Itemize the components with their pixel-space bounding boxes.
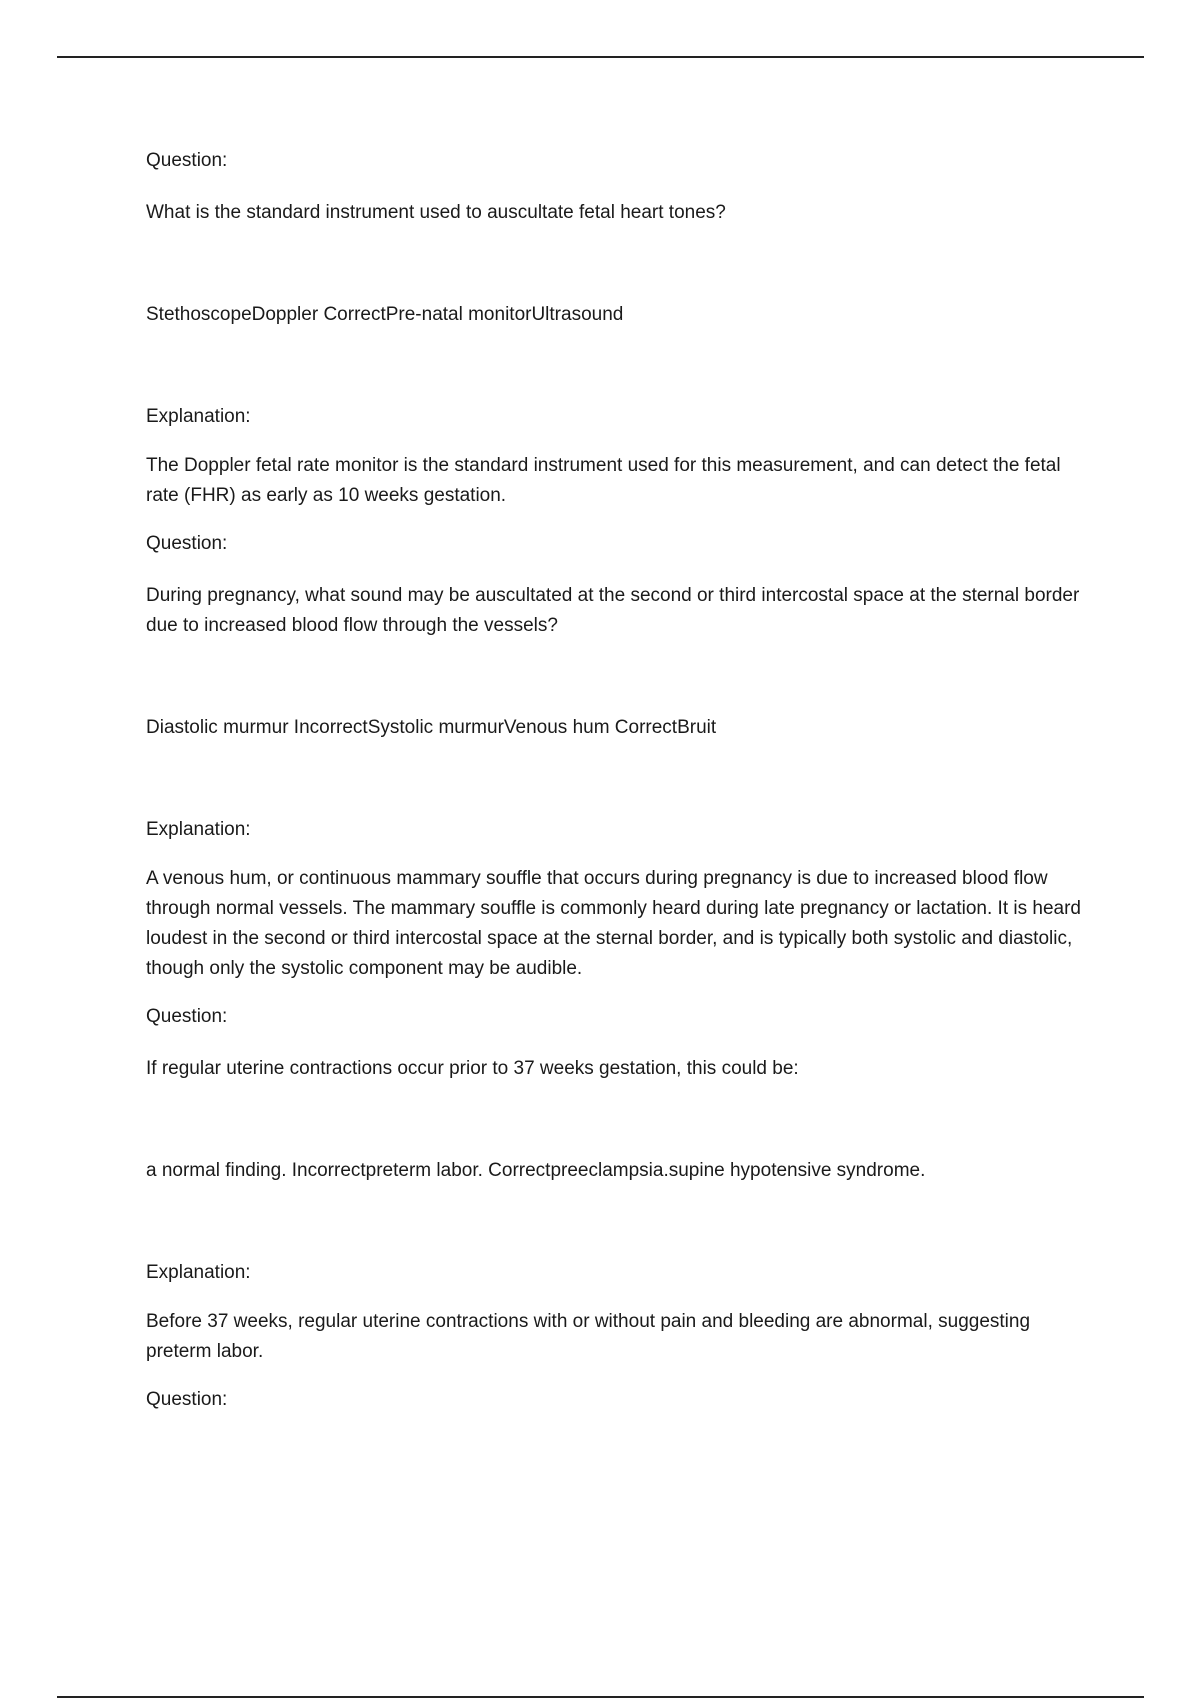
explanation-label: Explanation:: [146, 406, 251, 427]
question-label: Question:: [146, 1006, 228, 1027]
question-label: Question:: [146, 533, 228, 554]
qa-item-3: [146, 1002, 1096, 1367]
answer-options: a normal finding. Incorrectpreterm labor. Correctpreeclampsia.supine hypotensive syndrome.: [146, 1160, 926, 1181]
explanation-text: The Doppler fetal rate monitor is the standard instrument used for this measurement, and can detect the fetal rate (FHR) as early as 10 weeks gestation.: [146, 455, 1061, 506]
explanation-text: Before 37 weeks, regular uterine contractions with or without pain and bleeding are abnormal, suggesting preterm labor.: [146, 1311, 1031, 1362]
question-label: Question:: [146, 150, 228, 171]
explanation-label: Explanation:: [146, 819, 251, 840]
explanation-text: A venous hum, or continuous mammary souffle that occurs during pregnancy is due to increased blood flow through normal vessels. The mammary souffle is commonly heard during late pregnancy or lactation. It is heard loudest in the second or third intercostal space at the sternal border, and is typically both systolic and diastolic, though only the systolic component may be audible.: [146, 868, 1081, 979]
document-body: [146, 146, 1096, 1415]
question-label-trailing: Question:: [146, 1389, 228, 1410]
footer-rule: [57, 1696, 1144, 1698]
question-text: During pregnancy, what sound may be auscultated at the second or third intercostal space at the sternal border due to increased blood flow through the vessels?: [146, 585, 1080, 636]
question-text: What is the standard instrument used to auscultate fetal heart tones?: [146, 202, 726, 223]
explanation-label: Explanation:: [146, 1262, 251, 1283]
qa-item-1: [146, 146, 1096, 511]
qa-item-2: [146, 529, 1096, 984]
question-text: If regular uterine contractions occur prior to 37 weeks gestation, this could be:: [146, 1058, 799, 1079]
answer-options: StethoscopeDoppler CorrectPre-natal monitorUltrasound: [146, 304, 624, 325]
answer-options: Diastolic murmur IncorrectSystolic murmurVenous hum CorrectBruit: [146, 717, 717, 738]
header-rule: [57, 56, 1144, 58]
